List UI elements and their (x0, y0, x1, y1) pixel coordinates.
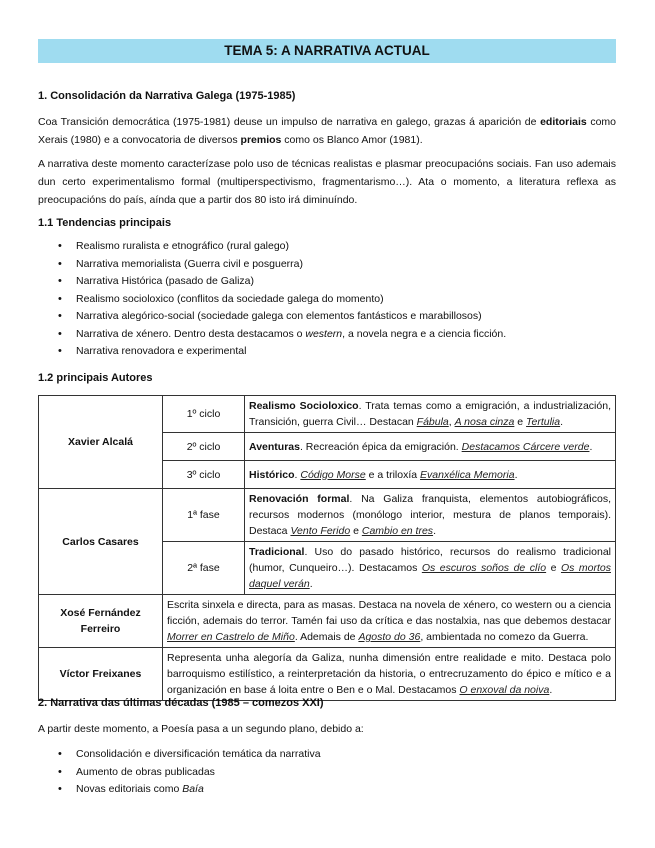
text-run: como os Blanco Amor (1981). (281, 134, 423, 146)
phase-keyword: Histórico (249, 468, 295, 481)
work-link[interactable]: Fábula (416, 416, 449, 428)
phase-label: 1º ciclo (163, 396, 245, 433)
text-run: e (546, 562, 561, 574)
text-run: , ambientada no comezo da Guerra. (420, 631, 589, 643)
phase-keyword: Renovación formal (249, 493, 350, 505)
work-link[interactable]: Evanxélica Memoria (420, 468, 515, 481)
table-row (39, 648, 616, 701)
italic-term: western (305, 327, 343, 340)
phase-description (245, 396, 616, 433)
list-item: • Narrativa Histórica (pasado de Galiza) (38, 273, 506, 291)
text-run: e (350, 525, 362, 537)
phase-label: 2º ciclo (163, 433, 245, 461)
work-link[interactable]: Os mortos daquel verán (249, 562, 611, 590)
text-run: . (433, 525, 436, 537)
text-run: . Ademais de (294, 631, 359, 643)
table-row (39, 396, 616, 433)
section-1-2-heading: 1.2 principais Autores (38, 372, 153, 384)
text-run: como Xerais (1980) e a convocatoria de diversos (38, 116, 617, 146)
list-item: • Narrativa memorialista (Guerra civil e posguerra) (38, 256, 506, 274)
list-item: • Realismo ruralista e etnográfico (rural galego) (38, 238, 506, 256)
work-link[interactable]: A nosa cinza (454, 416, 515, 428)
tendencies-list (38, 238, 506, 361)
text-run: e (514, 416, 527, 428)
text-run: . (294, 468, 301, 481)
table-row (39, 595, 616, 648)
author-description (163, 595, 616, 648)
text-run: Novas editoriais como (76, 783, 183, 795)
text-run: . (514, 468, 518, 481)
phase-keyword: Tradicional (249, 546, 305, 558)
author-name: Carlos Casares (39, 489, 163, 595)
page-title: TEMA 5: A NARRATIVA ACTUAL (38, 39, 616, 63)
phase-keyword: Realismo Socioloxico (249, 400, 359, 412)
work-link[interactable]: O enxoval da noiva (459, 684, 550, 696)
phase-keyword: Aventuras (249, 440, 300, 453)
keyword-editoriais: editoriais (540, 116, 587, 128)
phase-description (245, 489, 616, 542)
section-2-list (38, 746, 321, 799)
text-run: , a novela negra e a ciencia ficción. (342, 327, 507, 340)
work-link[interactable]: Agosto do 36 (358, 631, 421, 643)
text-run: . (549, 684, 553, 696)
section-1-paragraph-2: A narrativa deste momento caracterízase polo uso de técnicas realistas e plasmar preocupacións sociais. Fan uso ademais dun certo experimentalismo formal (multiperspectivismo, fragmentarismo…). Ata o momento, a literatura reflexa as preocupacións do país, aínda que a partir dos 80 isto irá diminuíndo. (38, 158, 616, 206)
text-run: Narrativa de xénero. Dentro desta destacamos o (76, 327, 306, 340)
list-item (38, 781, 321, 799)
section-1-heading: 1. Consolidación da Narrativa Galega (1975-1985) (38, 90, 296, 102)
list-item (38, 326, 506, 344)
list-item: • Aumento de obras publicadas (38, 764, 321, 782)
author-name: Víctor Freixanes (39, 648, 163, 701)
phase-description (245, 433, 616, 461)
table-row (39, 489, 616, 542)
phase-label: 1ª fase (163, 489, 245, 542)
section-1-paragraph-1 (38, 113, 616, 149)
phase-label: 2ª fase (163, 542, 245, 595)
work-link[interactable]: Tertulia (526, 416, 561, 428)
text-run: , (448, 416, 455, 428)
work-link[interactable]: Vento Ferido (290, 525, 351, 537)
list-item: • Consolidación e diversificación temática da narrativa (38, 746, 321, 764)
list-item: • Realismo socioloxico (conflitos da sociedade galega do momento) (38, 291, 506, 309)
section-1-1-heading: 1.1 Tendencias principais (38, 217, 172, 229)
work-link[interactable]: Destacamos Cárcere verde (461, 440, 590, 453)
work-link[interactable]: Morrer en Castrelo de Miño (167, 631, 295, 643)
author-description (163, 648, 616, 701)
text-run: . Na Galiza franquista, elementos autobiográficos, recursos modernos (monólogo interior, mestura de planos temporais). Destaca (249, 493, 611, 537)
work-link[interactable]: Cambio en tres (361, 525, 434, 537)
authors-table (38, 395, 616, 701)
italic-term: Baía (182, 783, 204, 795)
text-run: Representa unha alegoría da Galiza, nunha dimensión entre realidade e mito. Destaca polo barroquismo estilístico, a reinterpretación da historia, o entrecruzamento do épico e mítico e a organización en base á loita entre o Ben e o Mal. Destacamos (167, 652, 611, 696)
section-2-paragraph: A partir deste momento, a Poesía pasa a un segundo plano, debido a: (38, 723, 364, 735)
phase-description (245, 461, 616, 489)
text-run: . Recreación épica da emigración. (299, 440, 462, 453)
phase-label: 3º ciclo (163, 461, 245, 489)
text-run: Coa Transición democrática (1975-1981) deuse un impulso de narrativa en galego, grazas á aparición de (38, 116, 541, 128)
text-run: . Uso do pasado histórico, recursos do realismo tradicional (humor, Cunqueiro…). Destacamos (249, 546, 611, 574)
list-item: • Narrativa alegórico-social (sociedade galega con elementos fantásticos e marabillosos) (38, 308, 506, 326)
text-run: . (309, 578, 313, 590)
phase-description (245, 542, 616, 595)
work-link[interactable]: Os escuros soños de clío (421, 562, 547, 574)
text-run: . (560, 416, 564, 428)
text-run: Escrita sinxela e directa, para as masas. Destaca na novela de xénero, co western ou a ciencia ficción, ademais do terror. Tamén fai uso da crítica e das nostalxia, nas que debemos destacar (167, 599, 611, 627)
keyword-premios: premios (240, 134, 282, 146)
list-item: • Narrativa renovadora e experimental (38, 343, 506, 361)
author-name: Xavier Alcalá (39, 396, 163, 489)
work-link[interactable]: Código Morse (300, 468, 366, 481)
text-run: . (589, 440, 593, 453)
author-name: Xosé Fernández Ferreiro (39, 595, 163, 648)
text-run: . Trata temas como a emigración, a industrialización, Transición, guerra Civil… Destacan (249, 400, 611, 428)
section-2-heading: 2. Narrativa das últimas décadas (1985 – comezos XXI) (38, 697, 324, 709)
text-run: e a triloxía (365, 468, 421, 481)
